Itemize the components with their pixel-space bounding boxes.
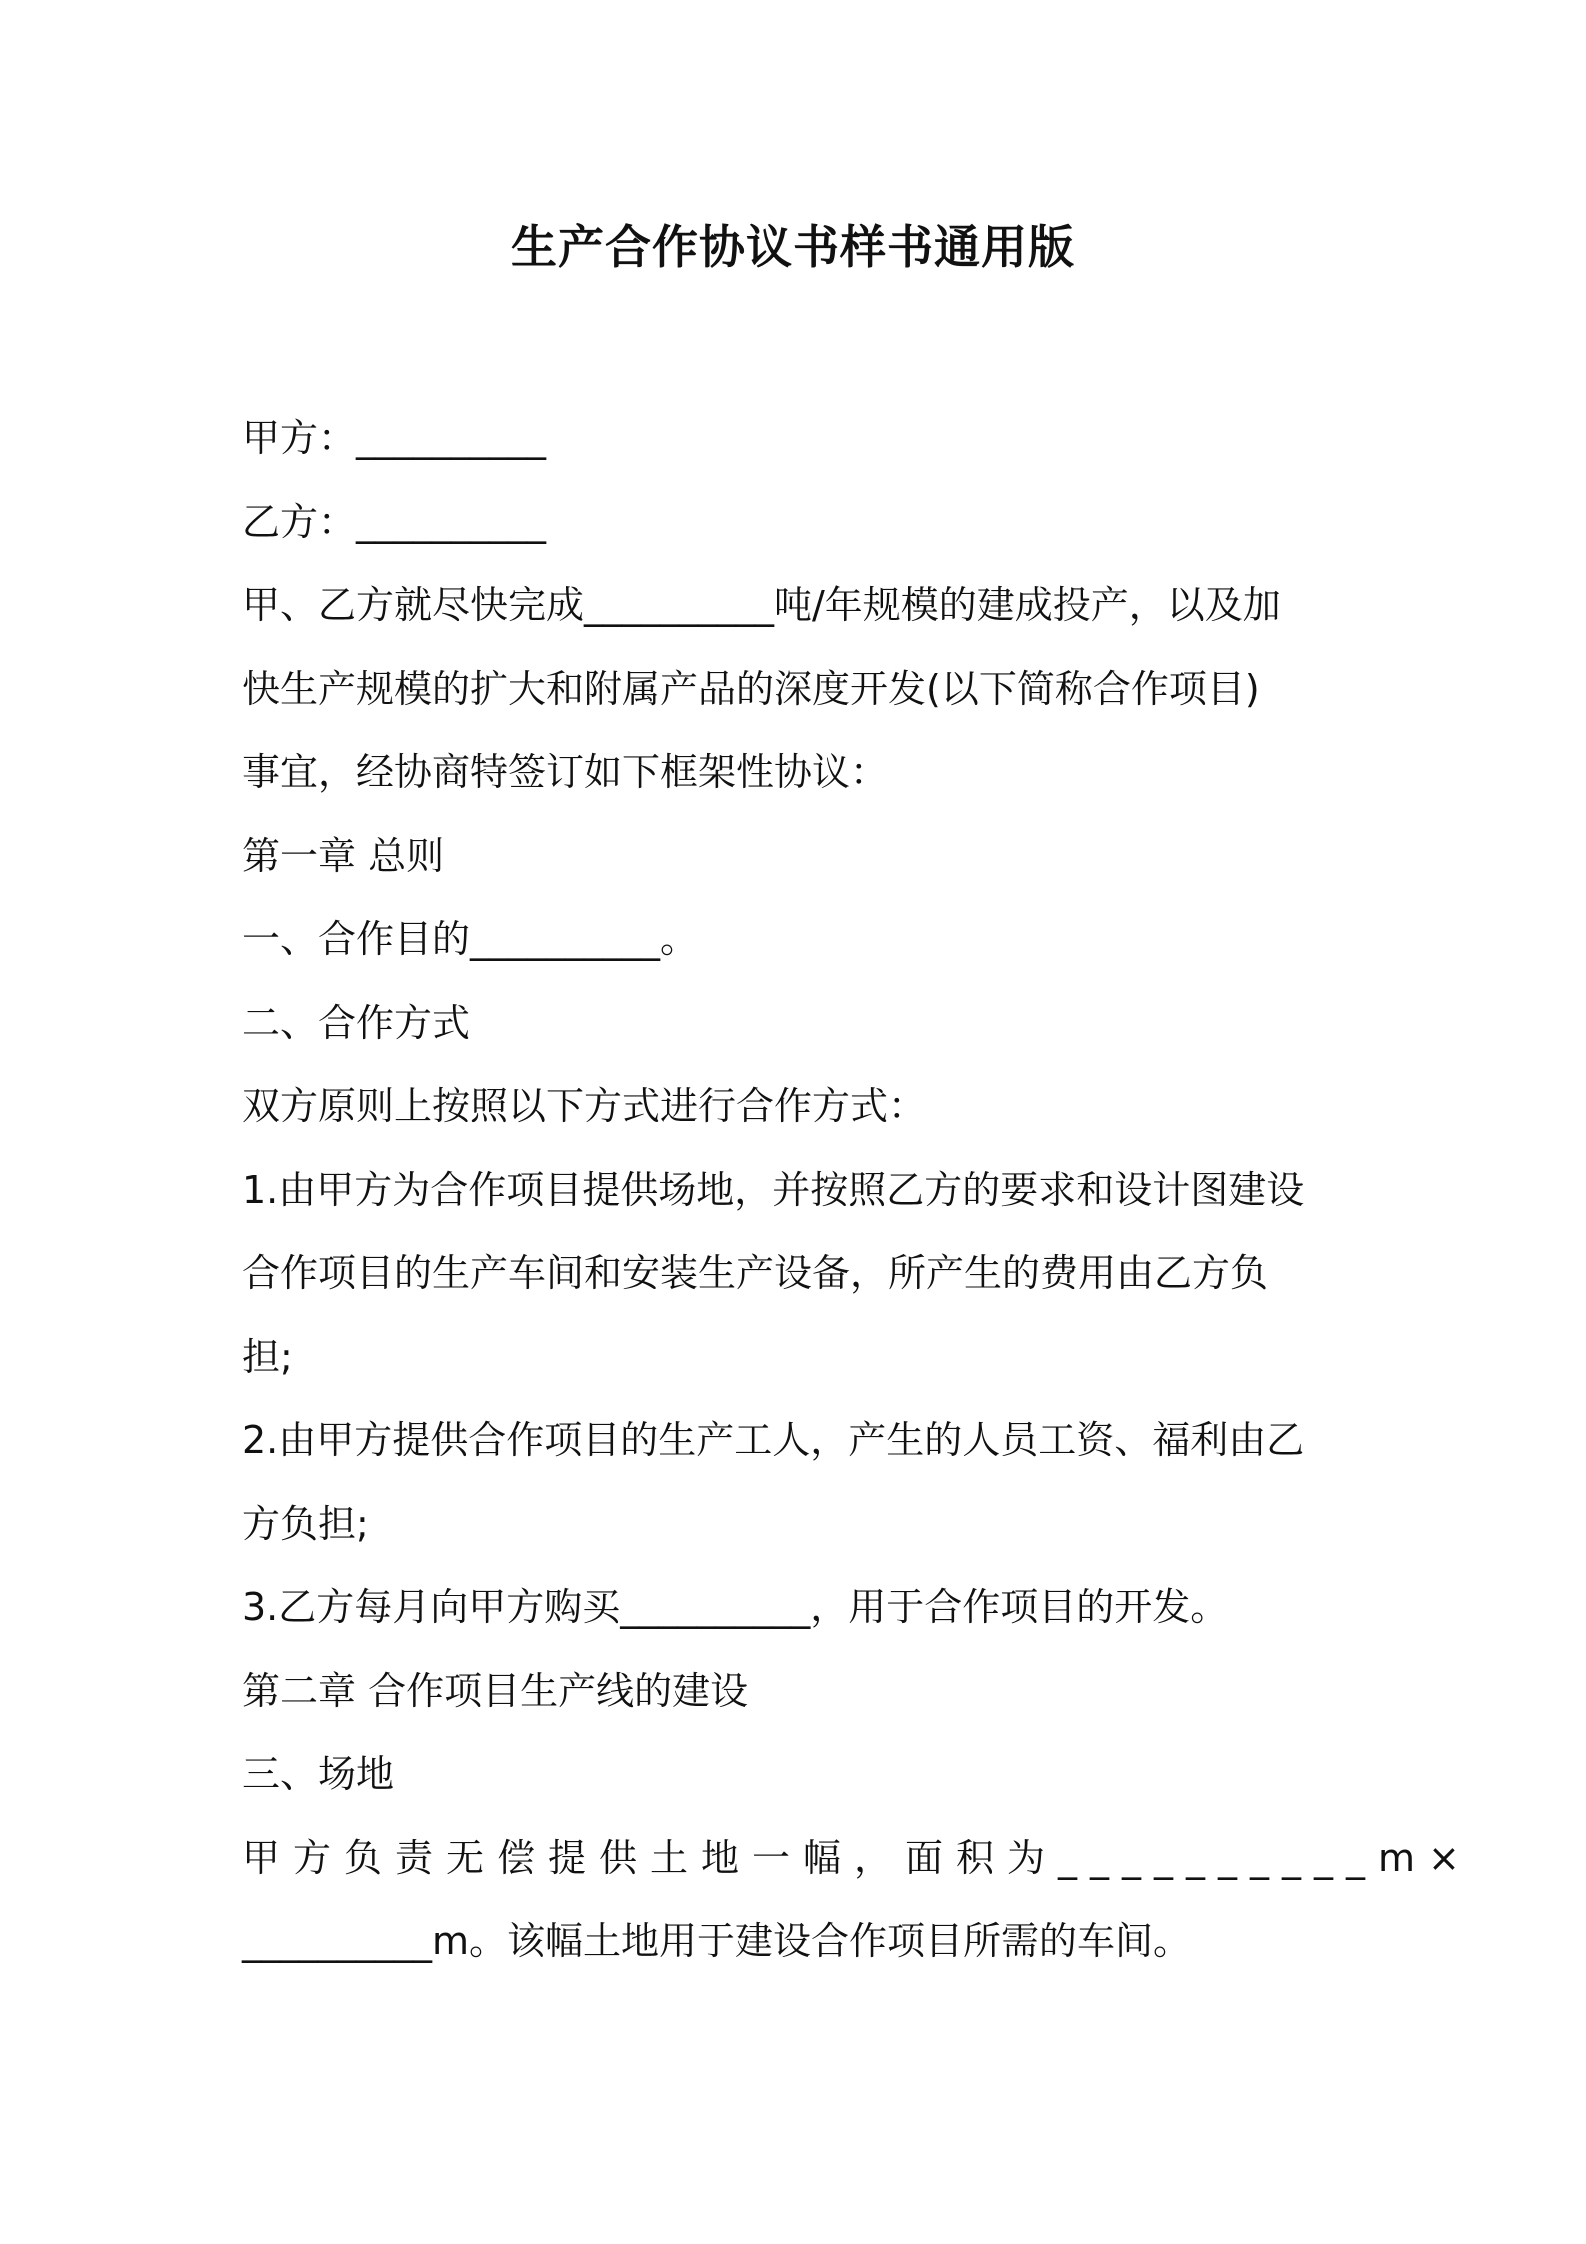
clause-3-line: 3.乙方每月向甲方购买__________，用于合作项目的开发。 [242, 1585, 1229, 1629]
intro-line-2: 快生产规模的扩大和附属产品的深度开发(以下简称合作项目) [242, 666, 1260, 711]
intro-line-1: 甲、乙方就尽快完成__________吨/年规模的建成投产，以及加 [242, 583, 1281, 627]
section-2-heading: 二、合作方式 [242, 1000, 471, 1045]
party-b-line: 乙方：__________ [242, 499, 547, 544]
clause-2-line-1: 2.由甲方提供合作项目的生产工人，产生的人员工资、福利由乙 [242, 1418, 1305, 1462]
chapter-1-heading: 第一章 总则 [242, 833, 445, 878]
clause-2-line-2: 方负担; [242, 1501, 369, 1546]
document-body [242, 397, 1473, 1984]
site-clause-line-1: 甲方负责无偿提供土地一幅，面积为__________m× [242, 1835, 1473, 1880]
clause-1-line-3: 担; [242, 1334, 293, 1379]
section-3-heading: 三、场地 [242, 1752, 395, 1796]
chapter-2-heading: 第二章 合作项目生产线的建设 [242, 1668, 749, 1713]
section-1-purpose: 一、合作目的__________。 [242, 917, 699, 961]
intro-line-3: 事宜，经协商特签订如下框架性协议： [242, 750, 889, 794]
site-clause-line-2: __________m。该幅土地用于建设合作项目所需的车间。 [242, 1919, 1192, 1963]
document-title: 生产合作协议书样书通用版 [511, 220, 1075, 274]
party-a-line: 甲方：__________ [242, 416, 547, 460]
section-2-intro: 双方原则上按照以下方式进行合作方式： [242, 1084, 927, 1128]
clause-1-line-1: 1.由甲方为合作项目提供场地，并按照乙方的要求和设计图建设 [242, 1167, 1305, 1212]
clause-1-line-2: 合作项目的生产车间和安装生产设备，所产生的费用由乙方负 [242, 1251, 1269, 1295]
